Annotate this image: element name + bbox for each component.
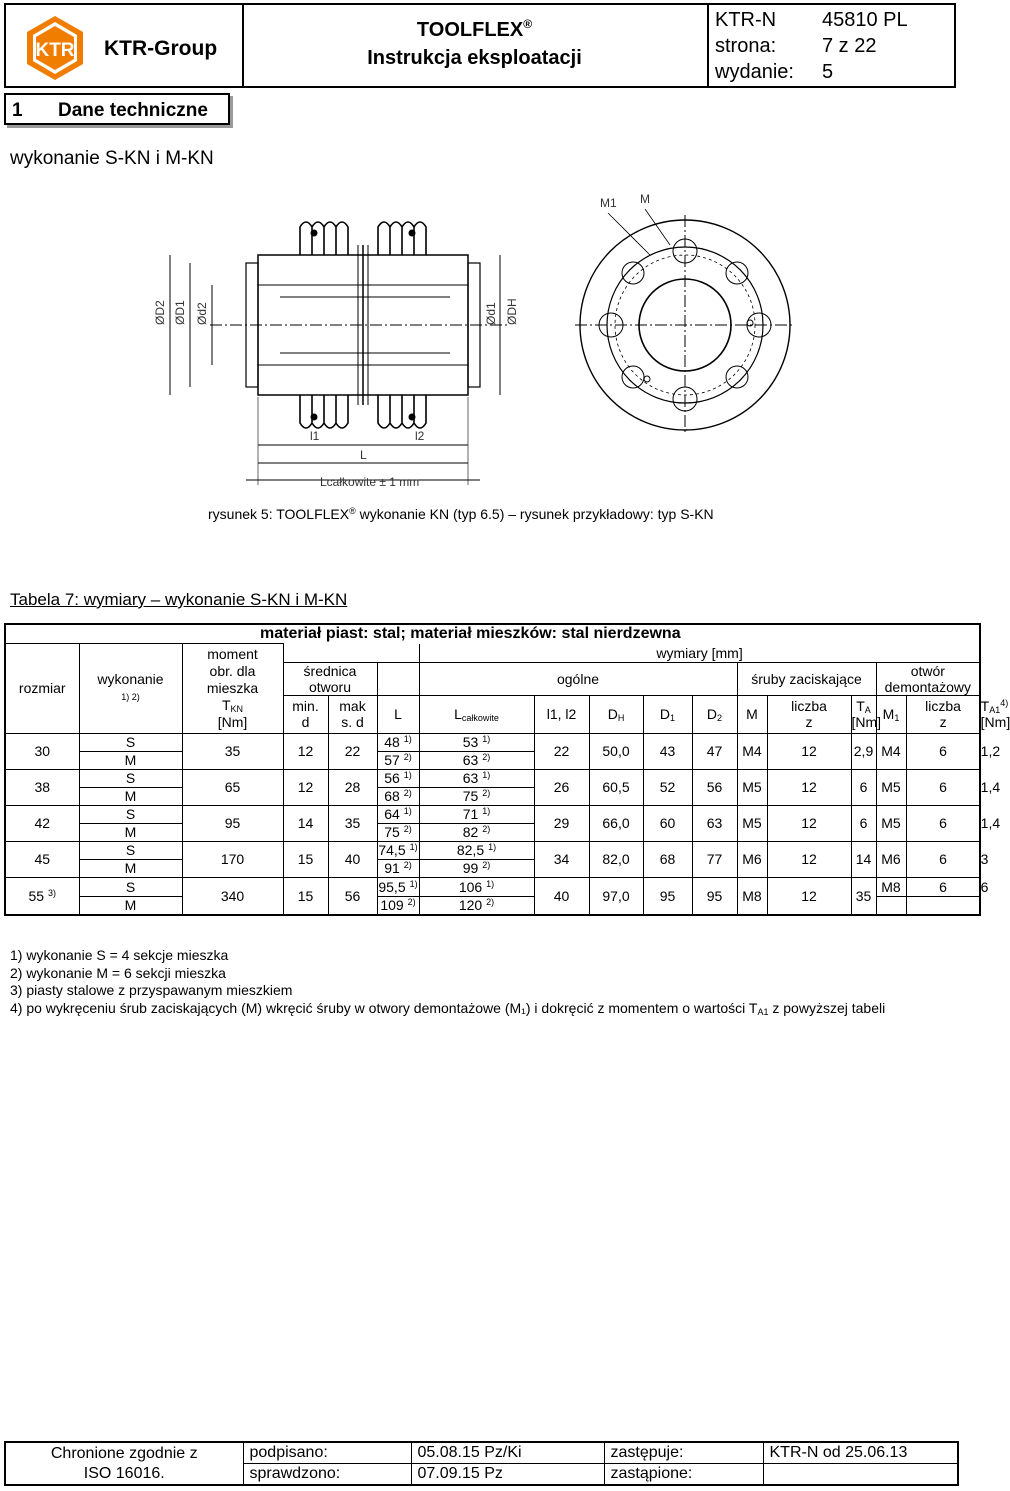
d2-cell: 63 [692,805,737,841]
length-cell: 95,5 $^{1)}$ [378,878,418,895]
d1-cell: 95 [643,877,692,915]
document-header [4,3,956,88]
dmin-cell: 15 [283,877,328,915]
total-length-cell: 71 $^{1)}$ [419,805,534,823]
svg-text:ØD2: ØD2 [153,300,167,325]
size-cell: 42 [5,805,79,841]
replaced-label: zastąpione: [604,1464,763,1486]
replaced-value [763,1464,958,1486]
length-cell: 74,5 $^{1)}$ [378,842,418,858]
svg-text:L: L [360,448,367,462]
header-dims: wymiary [mm] [419,644,980,663]
header-DH: $D_H$ [589,695,643,733]
dmin-cell: 15 [283,841,328,877]
header-L: L [377,695,419,733]
table-row: 38 S 65 12 28 56 $^{1)}$ 63 $^{1)}$ 26 60,5 52 56 M5 12 6 M5 6 1,4 [5,769,980,787]
d2-cell: 95 [692,877,737,915]
page-number: strona: 7 z 22 [715,35,877,57]
ta-cell: 35 [851,877,876,915]
d2-cell: 77 [692,841,737,877]
dmin-cell: 12 [283,733,328,769]
torque-cell: 95 [182,805,283,841]
ktr-logo-icon [22,15,88,81]
dmax-cell: 22 [328,733,377,769]
screw-count-cell: 12 [767,805,851,841]
length-cell: 56 $^{1)}$ [377,769,419,787]
header-TA: $T_A$ [Nm] [851,695,876,733]
replaces-label: zastępuje: [604,1442,763,1464]
iso-note: Chronione zgodnie z ISO 16016. [5,1442,243,1485]
side-view [170,222,510,485]
m1-cell: M5 [876,805,906,841]
header-dmin: min. d [283,695,328,733]
l12-cell: 40 [534,877,589,915]
version-cell: S [79,769,182,787]
front-view [575,209,795,435]
total-length-cell: 120 $^{2)}$ [419,896,534,915]
torque-cell: 340 [182,877,283,915]
m1-cell: M5 [876,769,906,805]
table-row: 45 S 170 15 40 74,5 $^{1)}$ 82,5 $^{1)}$ 34 82,0 68 77 M6 12 14 M6 6 3 [5,841,980,859]
version-cell: M [79,859,182,877]
dmax-cell: 40 [328,841,377,877]
table-row: 55 $^{3)}$ S 340 15 56 95,5 $^{1)}$ 106 $^{1)}$ 40 97,0 95 95 M8 12 35 M8 6 6 [5,877,980,896]
version-cell: M [79,823,182,841]
header-size: rozmiar [5,644,79,734]
header-screw-count: liczba z [767,695,851,733]
dh-cell: 97,0 [589,877,643,915]
svg-text:l2: l2 [415,429,425,443]
dismount-count-cell: 6 [906,805,980,841]
version-cell: S [79,805,182,823]
section-heading: 1 Dane techniczne [4,93,230,125]
m1-cell [876,896,906,915]
screw-size-cell: M5 [737,805,767,841]
l12-cell: 22 [534,733,589,769]
dismount-count-cell [906,896,980,915]
logo-cell [6,5,244,86]
torque-cell: 170 [182,841,283,877]
svg-text:Lcałkowite ± 1 mm: Lcałkowite ± 1 mm [320,475,420,489]
svg-text:M: M [640,192,650,206]
ta-cell: 14 [851,841,876,877]
l12-cell: 29 [534,805,589,841]
dmax-cell: 56 [328,877,377,915]
torque-cell: 35 [182,733,283,769]
size-cell: 45 [5,841,79,877]
doc-id: KTR-N 45810 PL [715,9,908,31]
total-length-cell: 99 $^{2)}$ [419,859,534,877]
figure-caption: rysunek 5: TOOLFLEX® wykonanie KN (typ 6.5) – rysunek przykładowy: typ S-KN [208,506,714,522]
svg-text:Ød2: Ød2 [195,302,209,325]
header-D1: $D_1$ [643,695,692,733]
length-cell: 57 $^{2)}$ [377,751,419,769]
screw-count-cell: 12 [767,877,851,915]
svg-text:M1: M1 [600,196,617,210]
dh-cell: 50,0 [589,733,643,769]
dh-cell: 82,0 [589,841,643,877]
d1-cell: 43 [643,733,692,769]
checked-label: sprawdzono: [243,1464,411,1486]
size-cell: 55 $^{3)}$ [5,877,79,915]
signed-value: 05.08.15 Pz/Ki [411,1442,604,1464]
size-cell: 38 [5,769,79,805]
header-screws: śruby zaciskające [737,662,876,695]
total-length-cell: 63 $^{2)}$ [419,751,534,769]
header-dmax: mak s. d [328,695,377,733]
dismount-count-cell: 6 [906,841,980,877]
header-dismount: otwór demontażowy [876,662,980,695]
screw-count-cell: 12 [767,841,851,877]
document-footer [4,1441,959,1486]
version-cell: S [79,733,182,751]
screw-size-cell: M4 [737,733,767,769]
screw-size-cell: M8 [737,877,767,915]
header-Ltotal: $L_{całkowite}$ [419,695,534,733]
header-general: ogólne [419,662,737,695]
dmin-cell: 14 [283,805,328,841]
header-bore: średnica otworu [283,662,377,695]
header-D2: $D_2$ [692,695,737,733]
total-length-cell: 82,5 $^{1)}$ [419,841,534,859]
dismount-count-cell: 6 [906,769,980,805]
subtitle: wykonanie S-KN i M-KN [10,148,214,169]
version-cell: M [79,896,182,915]
torque-cell: 65 [182,769,283,805]
dh-cell: 66,0 [589,805,643,841]
svg-text:ØDH: ØDH [505,298,519,325]
edition: wydanie: 5 [715,61,834,83]
total-length-cell: 106 $^{1)}$ [419,877,534,896]
header-M1: $M_1$ [876,695,906,733]
footnote: 3) piasty stalowe z przyspawanym mieszkiem [10,982,293,998]
replaces-value: KTR-N od 25.06.13 [763,1442,958,1464]
dismount-count-cell: 6 [906,877,980,896]
doc-title: Instrukcja eksploatacji [367,47,582,69]
version-cell: M [79,787,182,805]
d1-cell: 60 [643,805,692,841]
length-cell: 91 $^{2)}$ [377,859,419,877]
footnote: 4) po wykręceniu śrub zaciskających (M) wkręcić śruby w otwory demontażowe (M₁) i dokręcić z momentem o wartości $T_{A1}$ z powyższej tabeli [10,999,886,1017]
svg-text:Ød1: Ød1 [484,302,498,325]
total-length-cell: 82 $^{2)}$ [419,823,534,841]
size-cell: 30 [5,733,79,769]
screw-size-cell: M6 [737,841,767,877]
dmin-cell: 12 [283,769,328,805]
checked-value: 07.09.15 Pz [411,1464,604,1486]
m1-cell: M8 [876,877,906,896]
dmax-cell: 35 [328,805,377,841]
d2-cell: 47 [692,733,737,769]
length-cell: 64 $^{1)}$ [377,805,419,823]
dmax-cell: 28 [328,769,377,805]
dimensions-table: materiał piast: stal; materiał mieszków: stal nierdzewna rozmiar wykonanie 1) 2) moment obr. dla mieszka $T_{KN}$ [Nm] wymiary [mm] średnica otworu ogólne śruby zaciskające otwór demontażowy min. d mak s. d L $L_{całkowite}$ l1, l2 $D_H$ $D_1$ $D_2$ M liczba z $T_A$ [Nm] $M_1$ liczba z $T_{A1}^{4)}$ [Nm] 30 S 35 12 22 48 $^{1)}$ 53 $^{1)}$ 22 50,0 43 47 M4 12 2,9 M4 6 1,2 M 57 $^{2)}$ 63 $^{2)}$ 38 S 65 12 28 56 $^{1)}$ 63 $^{1)}$ 26 60,5 52 56 M5 12 6 M5 6 1,4 M 68 $^{2)}$ 75 $^{2)}$ 42 S 95 14 35 64 $^{1)}$ 71 $^{1)}$ 29 66,0 60 63 M5 12 6 M5 6 1,4 M 75 $^{2)}$ 82 $^{2)}$ 45 S 170 15 40 74,5 $^{1)}$ 82,5 $^{1)}$ 34 82,0 68 77 M6 12 14 M6 6 3 M 91 $^{2)}$ 99 $^{2)}$ 55 $^{3)}$ S 340 15 56 95,5 $^{1)}$ 106 $^{1)}$ 40 97,0 95 95 M8 12 35 M8 6 6 M 109 $^{2)}$ 120 $^{2)}$ [4,623,981,916]
version-cell: S [79,877,182,896]
screw-count-cell: 12 [767,733,851,769]
material-header: materiał piast: stal; materiał mieszków: stal nierdzewna [5,624,980,644]
dh-cell: 60,5 [589,769,643,805]
header-l12: l1, l2 [534,695,589,733]
title-cell [242,5,709,86]
table-row: 42 S 95 14 35 64 $^{1)}$ 71 $^{1)}$ 29 66,0 60 63 M5 12 6 M5 6 1,4 [5,805,980,823]
screw-count-cell: 12 [767,769,851,805]
length-cell: 75 $^{2)}$ [377,823,419,841]
product-name: TOOLFLEX® [416,17,533,41]
meta-cell [707,5,956,86]
svg-text:l1: l1 [310,429,320,443]
d1-cell: 68 [643,841,692,877]
ta-cell: 2,9 [851,733,876,769]
footnotes [10,947,945,1017]
m1-cell: M4 [876,733,906,769]
svg-text:ØD1: ØD1 [173,300,187,325]
table-title: Tabela 7: wymiary – wykonanie S-KN i M-KN [10,590,348,609]
total-length-cell: 53 $^{1)}$ [419,733,534,751]
total-length-cell: 75 $^{2)}$ [419,787,534,805]
length-cell: 68 $^{2)}$ [377,787,419,805]
length-cell: 109 $^{2)}$ [377,896,419,915]
table-row: 30 S 35 12 22 48 $^{1)}$ 53 $^{1)}$ 22 50,0 43 47 M4 12 2,9 M4 6 1,2 [5,733,980,751]
group-name: KTR-Group [104,37,218,60]
l12-cell: 26 [534,769,589,805]
screw-size-cell: M5 [737,769,767,805]
header-version: wykonanie 1) 2) [79,644,182,734]
header-M: M [737,695,767,733]
dismount-count-cell: 6 [906,733,980,769]
version-cell: M [79,751,182,769]
footnote: 1) wykonanie S = 4 sekcje mieszka [10,947,229,963]
signed-label: podpisano: [243,1442,411,1464]
header-torque: moment obr. dla mieszka $T_{KN}$ [Nm] [182,644,283,734]
version-cell: S [79,841,182,859]
ta-cell: 6 [851,769,876,805]
table-body [5,733,1001,915]
m1-cell: M6 [876,841,906,877]
ta-cell: 6 [851,805,876,841]
d2-cell: 56 [692,769,737,805]
total-length-cell: 63 $^{1)}$ [419,769,534,787]
header-dismount-count: liczba z [906,695,980,733]
l12-cell: 34 [534,841,589,877]
svg-text:KTR: KTR [35,40,75,61]
footnote: 2) wykonanie M = 6 sekcji mieszka [10,964,226,981]
length-cell: 48 $^{1)}$ [377,733,419,751]
coupling-drawing [150,185,870,495]
d1-cell: 52 [643,769,692,805]
